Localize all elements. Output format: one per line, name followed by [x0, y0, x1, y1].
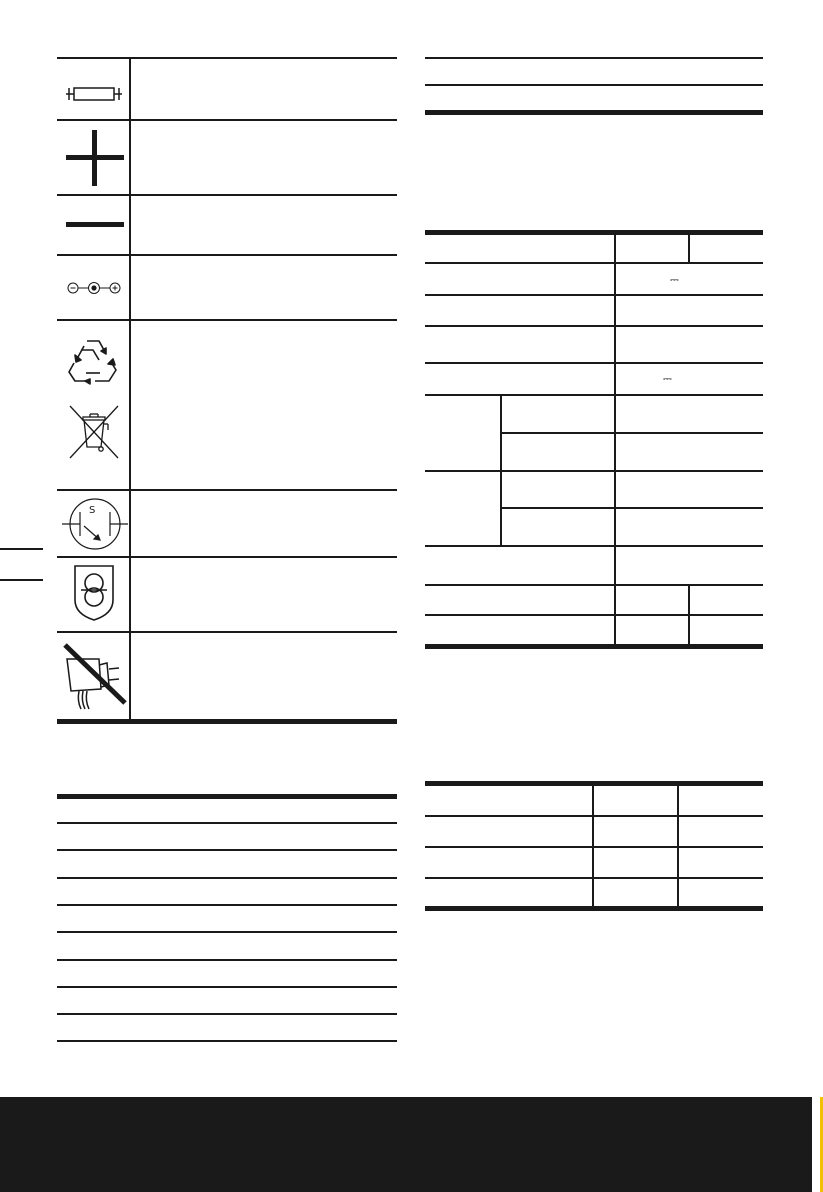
spec-row-rule — [425, 325, 763, 327]
spec-row-rule — [425, 394, 763, 396]
small-table-bottom-rule — [425, 906, 763, 911]
symbol-row-divider — [57, 319, 397, 321]
parts-table-bottom-rule — [57, 1040, 397, 1042]
dc-current-symbol: ⎓ — [670, 274, 679, 286]
symbol-table-top-rule — [57, 57, 397, 59]
small-table-row-rule — [425, 846, 763, 848]
spec-row-rule — [425, 362, 763, 364]
symbol-row-divider — [57, 194, 397, 196]
symbol-row-divider — [57, 254, 397, 256]
spec-group-column-separator — [500, 394, 502, 546]
small-table-row-rule — [425, 815, 763, 817]
symbol-row-divider — [57, 556, 397, 558]
right-header-rule — [425, 57, 763, 59]
parts-table-row-rule — [57, 931, 397, 933]
fuse-icon — [66, 82, 122, 106]
spec-row-rule — [501, 432, 763, 434]
parts-table-row-rule — [57, 1013, 397, 1015]
safety-isolating-transformer-icon — [73, 564, 115, 622]
small-table-top-rule — [425, 781, 763, 786]
spec-sub-column-separator — [688, 230, 690, 263]
right-header-thick-rule — [425, 110, 763, 115]
parts-table-row-rule — [57, 986, 397, 988]
spec-row-rule — [425, 545, 763, 547]
symbol-column-separator — [129, 57, 131, 721]
footer-band — [0, 1097, 812, 1192]
spec-row-rule — [425, 262, 763, 264]
center-positive-polarity-icon — [66, 279, 122, 297]
parts-table-row-rule — [57, 959, 397, 961]
spec-row-rule — [425, 294, 763, 296]
symbol-row-divider — [57, 631, 397, 633]
parts-table-row-rule — [57, 849, 397, 851]
spec-row-rule — [501, 507, 763, 509]
negative-terminal-icon — [66, 222, 124, 228]
small-table-row-rule — [425, 877, 763, 879]
short-circuit-proof-transformer-icon — [62, 496, 128, 552]
small-table-column-separator — [592, 781, 594, 909]
symbol-row-divider — [57, 119, 397, 121]
no-outdoor-use-charger-icon — [63, 643, 129, 711]
dc-current-symbol: ⎓ — [663, 373, 672, 385]
margin-tab-mark — [0, 548, 43, 550]
spec-row-rule — [425, 584, 763, 586]
spec-row-rule — [425, 470, 763, 472]
parts-table-row-rule — [57, 877, 397, 879]
parts-table-row-rule — [57, 822, 397, 824]
symbol-row-divider — [57, 489, 397, 491]
parts-table-top-rule — [57, 794, 397, 799]
crossed-out-wheelie-bin-icon — [68, 404, 120, 460]
right-header-rule — [425, 84, 763, 86]
spec-table-top-rule — [425, 230, 763, 235]
svg-text:S: S — [89, 505, 96, 516]
spec-value-column-separator — [614, 230, 616, 646]
symbol-table-bottom-rule — [57, 719, 397, 724]
recycling-icon — [68, 337, 118, 385]
margin-tab-mark — [0, 579, 43, 581]
positive-terminal-icon — [66, 130, 124, 186]
parts-table-row-rule — [57, 904, 397, 906]
small-table-column-separator — [677, 781, 679, 909]
spec-sub-column-separator — [688, 584, 690, 646]
spec-table-bottom-rule — [425, 644, 763, 649]
spec-row-rule — [425, 614, 763, 616]
